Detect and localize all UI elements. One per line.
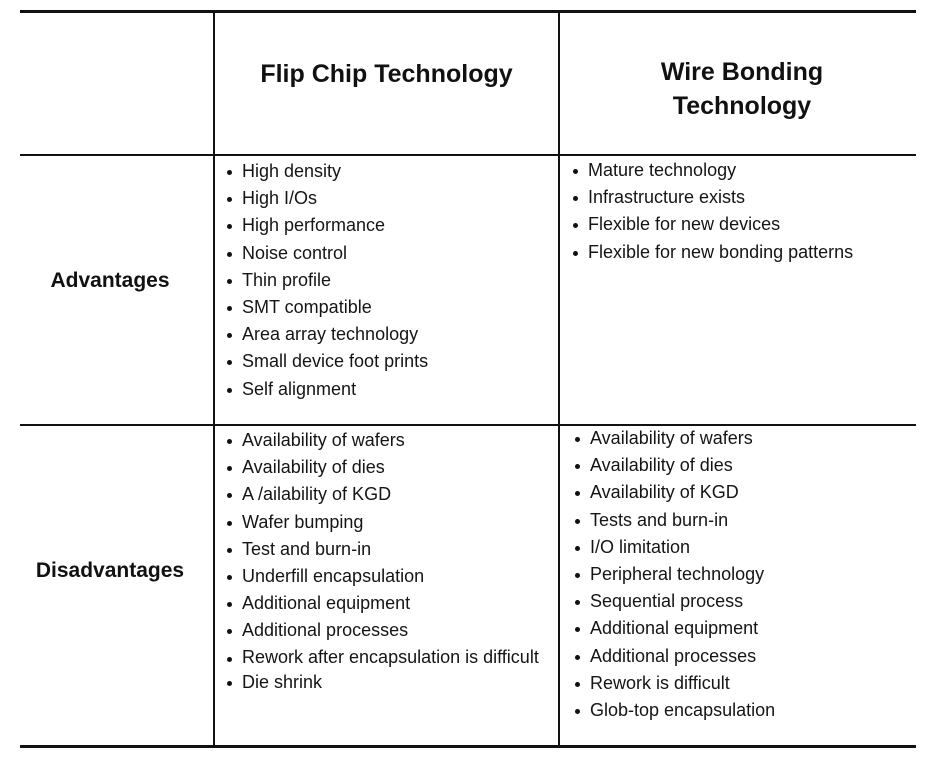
list-item: Additional processes <box>224 617 554 644</box>
list-item: Availability of wafers <box>572 425 927 452</box>
list-item: Availability of KGD <box>572 479 927 506</box>
list-item: Sequential process <box>572 588 927 615</box>
list-item: Infrastructure exists <box>570 184 932 211</box>
list-item: Thin profile <box>224 267 554 294</box>
wire-bonding-header-line-1: Wire Bonding <box>660 58 824 86</box>
advantages-row-label: Advantages <box>50 269 170 292</box>
list-item: SMT compatible <box>224 294 554 321</box>
list-item: Flexible for new devices <box>570 211 932 238</box>
disadvantages-flip-chip-list <box>224 427 554 696</box>
list-item: Glob-top encapsulation <box>572 697 927 724</box>
advantages-flip-chip-list <box>224 158 554 403</box>
list-item: Wafer bumping <box>224 509 554 536</box>
flip-chip-header <box>216 57 557 91</box>
list-item: Small device foot prints <box>224 348 554 375</box>
list-item: Test and burn-in <box>224 536 554 563</box>
list-item: Area array technology <box>224 321 554 348</box>
list-item: Rework after encapsulation is difficult <box>224 645 554 669</box>
list-item: Additional equipment <box>572 615 927 642</box>
list-item: Peripheral technology <box>572 561 927 588</box>
column-divider-right <box>558 12 560 746</box>
list-item: Availability of wafers <box>224 427 554 454</box>
list-item: Availability of dies <box>224 454 554 481</box>
list-item: A /ailability of KGD <box>224 481 554 508</box>
flip-chip-header-line: Flip Chip Technology <box>260 60 513 88</box>
list-item: Die shrink <box>224 669 554 696</box>
list-item: Mature technology <box>570 157 932 184</box>
list-item: Self alignment <box>224 376 554 403</box>
list-item: High performance <box>224 212 554 239</box>
list-item: I/O limitation <box>572 534 927 561</box>
table-top-rule <box>20 10 916 13</box>
wire-bonding-header <box>561 55 923 123</box>
list-item: Noise control <box>224 240 554 267</box>
advantages-wire-bonding-list <box>570 157 932 266</box>
list-item: Additional equipment <box>224 590 554 617</box>
list-item: Additional processes <box>572 643 927 670</box>
list-item: High density <box>224 158 554 185</box>
list-item: Underfill encapsulation <box>224 563 554 590</box>
table-bottom-rule <box>20 745 916 748</box>
list-item: Flexible for new bonding patterns <box>570 239 932 266</box>
disadvantages-row-label: Disadvantages <box>35 559 185 582</box>
list-item: Availability of dies <box>572 452 927 479</box>
header-bottom-rule <box>20 154 916 156</box>
wire-bonding-header-line-2: Technology <box>672 92 812 120</box>
disadvantages-wire-bonding-list <box>572 425 927 724</box>
column-divider-left <box>213 12 215 746</box>
list-item: Rework is difficult <box>572 670 927 697</box>
list-item: Tests and burn-in <box>572 507 927 534</box>
list-item: High I/Os <box>224 185 554 212</box>
